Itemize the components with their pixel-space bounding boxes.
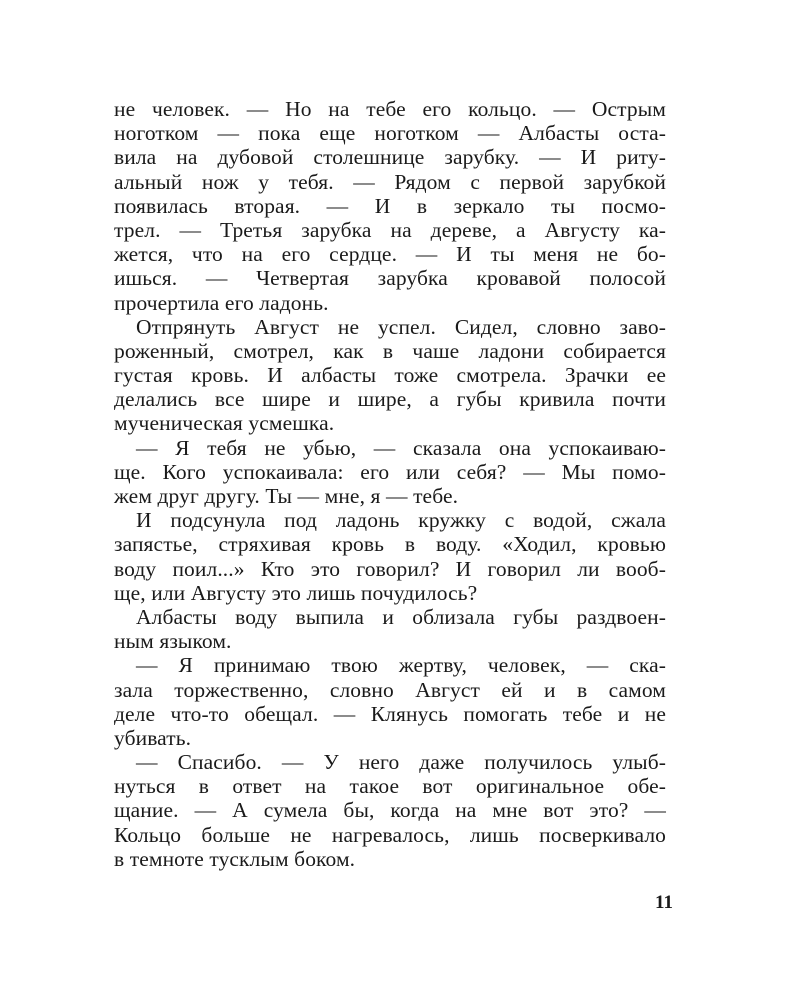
text-line: щание. — А сумела бы, когда на мне вот это? — <box>114 798 666 823</box>
text-line: ще, или Августу это лишь почудилось? <box>114 580 478 605</box>
text-line: жем друг другу. Ты — мне, я — тебе. <box>114 484 459 508</box>
text-line: мученическая усмешка. <box>114 411 335 436</box>
text-line: — Я принимаю твою жертву, человек, — ска- <box>136 653 666 678</box>
text-line: появилась вторая. — И в зеркало ты посмо- <box>114 193 666 218</box>
text-line: И подсунула под ладонь кружку с водой, сжала <box>136 508 666 533</box>
text-line: вила на дубовой столешнице зарубку. — И риту- <box>114 145 666 170</box>
text-line: Отпрянуть Август не успел. Сидел, словно заво- <box>136 314 666 339</box>
text-line: воду поил...» Кто это говорил? И говорил ли вооб- <box>114 556 666 581</box>
text-line: жется, что на его сердце. — И ты меня не бо- <box>114 242 666 267</box>
text-line: роженный, смотрел, как в чаше ладони собирается <box>114 338 666 363</box>
text-line: нуться в ответ на такое вот оригинальное обе- <box>114 774 666 799</box>
text-line: делались все шире и шире, а губы кривила почти <box>114 387 666 412</box>
text-line: запястье, стряхивая кровь в воду. «Ходил, кровью <box>114 532 666 557</box>
text-line: ишься. — Четвертая зарубка кровавой полосой <box>114 266 666 291</box>
page-number: 11 <box>655 892 673 913</box>
text-line: зала торжественно, словно Август ей и в самом <box>114 677 666 702</box>
text-line: в темноте тусклым боком. <box>114 846 356 871</box>
text-line: альный нож у тебя. — Рядом с первой зарубкой <box>114 169 666 194</box>
text-line: деле что-то обещал. — Клянусь помогать тебе и не <box>114 701 666 726</box>
text-line: густая кровь. И албасты тоже смотрела. Зрачки ее <box>114 363 666 388</box>
text-line: не человек. — Но на тебе его кольцо. — Острым <box>114 97 666 121</box>
text-line: ноготком — пока еще ноготком — Албасты оста- <box>114 121 666 146</box>
text-line: — Я тебя не убью, — сказала она успокаиваю- <box>136 435 666 460</box>
body-text <box>114 97 666 871</box>
text-line: ще. Кого успокаивала: его или себя? — Мы помо- <box>114 459 666 484</box>
text-line: ным языком. <box>114 629 232 654</box>
text-line: прочертила его ладонь. <box>114 290 329 315</box>
text-line: Кольцо больше не нагревалось, лишь посверкивало <box>114 822 666 847</box>
text-line: трел. — Третья зарубка на дереве, а Августу ка- <box>114 217 666 242</box>
text-line: Албасты воду выпила и облизала губы раздвоен- <box>136 604 666 629</box>
text-line: убивать. <box>114 725 192 750</box>
text-line: — Спасибо. — У него даже получилось улыб- <box>136 750 666 775</box>
